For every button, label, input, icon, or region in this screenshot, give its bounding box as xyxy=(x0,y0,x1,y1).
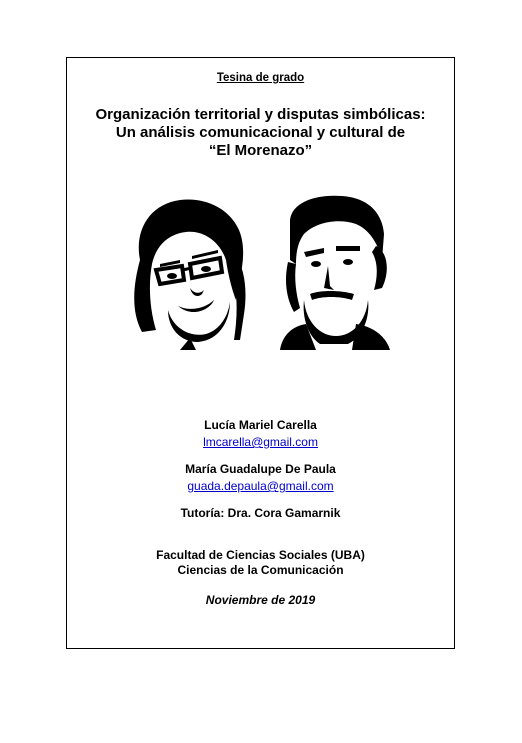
tutor-line: Tutoría: Dra. Cora Gamarnik xyxy=(180,506,341,520)
faculty-block xyxy=(66,548,455,578)
thesis-title xyxy=(66,106,455,160)
author-email-link[interactable]: guada.depaula@gmail.com xyxy=(187,479,334,493)
submission-date: Noviembre de 2019 xyxy=(205,593,316,607)
title-line-2: Un análisis comunicacional y cultural de xyxy=(115,124,406,141)
author-email-link[interactable]: lmcarella@gmail.com xyxy=(203,435,318,449)
title-line-3: “El Morenazo” xyxy=(208,142,313,159)
author-block-2 xyxy=(66,462,455,495)
author-block-1 xyxy=(66,418,455,451)
author-portraits-illustration xyxy=(120,190,405,350)
author-name: Lucía Mariel Carella xyxy=(204,418,317,432)
author-name: María Guadalupe De Paula xyxy=(185,462,336,476)
portrait-right xyxy=(280,196,390,350)
document-type-label: Tesina de grado xyxy=(216,72,305,84)
faculty-name: Facultad de Ciencias Sociales (UBA) xyxy=(156,548,365,562)
degree-program: Ciencias de la Comunicación xyxy=(177,563,344,577)
portrait-left xyxy=(134,200,245,350)
title-line-1: Organización territorial y disputas simbólicas: xyxy=(95,106,426,123)
